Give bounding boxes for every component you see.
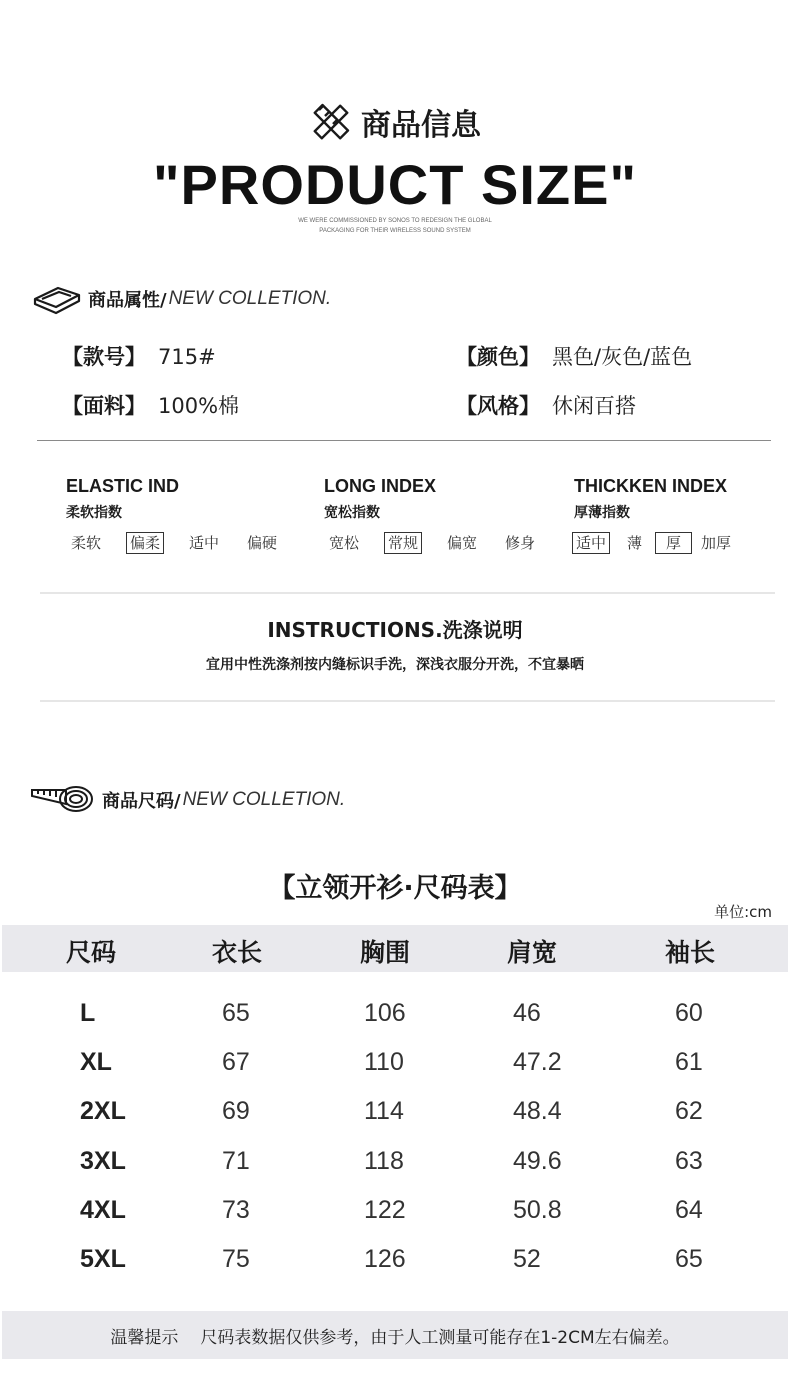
cell-length: 69	[222, 1097, 250, 1125]
attr-value: 715#	[158, 345, 216, 369]
cell-sleeve: 65	[675, 1245, 703, 1273]
cell-shoulder: 48.4	[513, 1097, 562, 1125]
cell-size: 2XL	[80, 1097, 126, 1125]
cell-size: 4XL	[80, 1196, 126, 1224]
header-tagline-2: PACKAGING FOR THEIR WIRELESS SOUND SYSTEM	[319, 228, 471, 234]
cell-shoulder: 46	[513, 999, 541, 1027]
index-title-cn: 柔软指数	[66, 505, 122, 521]
table-row	[0, 1048, 790, 1097]
attr-fabric	[62, 390, 239, 420]
index-option: 柔软	[71, 534, 102, 552]
index-option: 加厚	[701, 534, 732, 552]
header-tagline-1: WE WERE COMMISSIONED BY SONOS TO REDESIGN THE GLOBAL	[298, 218, 492, 224]
size-title: 商品尺码/	[102, 791, 181, 812]
header-title-en: "PRODUCT SIZE"	[152, 153, 637, 216]
instructions-text: 宜用中性洗涤剂按内缝标识手洗，深浅衣服分开洗，不宜暴晒	[206, 657, 584, 673]
divider	[40, 700, 775, 702]
cell-chest: 126	[364, 1245, 406, 1273]
cell-chest: 110	[364, 1048, 404, 1076]
cell-chest: 114	[364, 1097, 404, 1125]
cell-sleeve: 64	[675, 1196, 703, 1224]
cell-length: 65	[222, 999, 250, 1027]
table-row	[0, 1147, 790, 1196]
header-cell: 尺码	[66, 938, 117, 967]
attr-key: 【风格】	[456, 394, 540, 418]
table-row	[0, 999, 790, 1048]
tape-measure-icon	[30, 784, 94, 816]
index-options	[326, 532, 560, 554]
attr-color	[456, 341, 692, 371]
cell-sleeve: 63	[675, 1147, 703, 1175]
table-row	[0, 1196, 790, 1245]
index-title-cn: 厚薄指数	[574, 505, 630, 521]
index-option: 薄	[627, 534, 643, 552]
cell-chest: 106	[364, 999, 406, 1027]
attributes-title: 商品属性/	[88, 290, 167, 311]
cell-chest: 122	[364, 1196, 406, 1224]
pencil-ruler-icon	[309, 100, 353, 144]
index-title-en: THICKKEN INDEX	[574, 476, 728, 496]
index-option-selected: 常规	[384, 532, 422, 554]
index-option: 适中	[189, 534, 220, 552]
table-row	[0, 1245, 790, 1294]
index-option-selected: 厚	[655, 532, 692, 554]
index-option-selected: 适中	[572, 532, 610, 554]
divider	[37, 440, 771, 441]
table-row	[0, 1097, 790, 1146]
cell-size: 5XL	[80, 1245, 126, 1273]
instructions-title: INSTRUCTIONS.洗涤说明	[267, 618, 523, 642]
size-note-label: 温馨提示	[110, 1327, 179, 1348]
header-cell: 衣长	[212, 938, 263, 967]
size-section-title	[30, 784, 345, 816]
attr-style-no	[62, 341, 216, 371]
size-note-text: 尺码表数据仅供参考，由于人工测量可能存在1-2CM左右偏差。	[200, 1327, 680, 1348]
header-cell: 胸围	[360, 938, 411, 967]
index-option: 宽松	[329, 534, 360, 552]
index-options	[572, 532, 756, 554]
header-cell: 肩宽	[507, 938, 558, 967]
index-title-cn: 宽松指数	[324, 505, 380, 521]
index-thicken	[574, 476, 756, 554]
cell-sleeve: 60	[675, 999, 703, 1027]
cell-shoulder: 49.6	[513, 1147, 562, 1175]
header-title	[0, 100, 790, 144]
index-title-en: ELASTIC IND	[66, 476, 180, 496]
attr-style	[456, 390, 636, 420]
book-icon	[32, 282, 82, 316]
cell-sleeve: 61	[675, 1048, 703, 1076]
index-title-en: LONG INDEX	[324, 476, 437, 496]
cell-shoulder: 50.8	[513, 1196, 562, 1224]
index-option: 偏宽	[447, 534, 478, 552]
attr-value: 100%棉	[158, 394, 240, 418]
size-table-title: 【立领开衫·尺码表】	[268, 873, 522, 904]
cell-length: 67	[222, 1048, 250, 1076]
cell-shoulder: 52	[513, 1245, 541, 1273]
cell-size: XL	[80, 1048, 112, 1076]
index-elastic	[66, 476, 302, 554]
cell-shoulder: 47.2	[513, 1048, 562, 1076]
header-title-cn: 商品信息	[361, 108, 481, 143]
attr-key: 【颜色】	[456, 345, 540, 369]
size-subtitle: NEW COLLETION.	[182, 789, 346, 810]
header-cell: 袖长	[665, 938, 716, 967]
index-options	[68, 532, 302, 554]
attr-value: 休闲百搭	[552, 394, 636, 418]
size-table-unit: 单位:cm	[714, 903, 772, 921]
cell-length: 73	[222, 1196, 250, 1224]
cell-length: 75	[222, 1245, 250, 1273]
attr-key: 【面料】	[62, 394, 146, 418]
attributes-subtitle: NEW COLLETION.	[168, 288, 332, 309]
attr-value: 黑色/灰色/蓝色	[552, 345, 693, 369]
index-option-selected: 偏柔	[126, 532, 164, 554]
index-long	[324, 476, 560, 554]
index-option: 修身	[505, 534, 536, 552]
size-table-header	[2, 925, 788, 972]
size-note	[2, 1311, 788, 1359]
attributes-section-title	[32, 282, 331, 316]
cell-sleeve: 62	[675, 1097, 703, 1125]
divider	[40, 592, 775, 594]
attr-key: 【款号】	[62, 345, 146, 369]
cell-size: 3XL	[80, 1147, 126, 1175]
index-option: 偏硬	[247, 534, 278, 552]
cell-chest: 118	[364, 1147, 404, 1175]
cell-size: L	[80, 999, 96, 1027]
cell-length: 71	[222, 1147, 250, 1175]
